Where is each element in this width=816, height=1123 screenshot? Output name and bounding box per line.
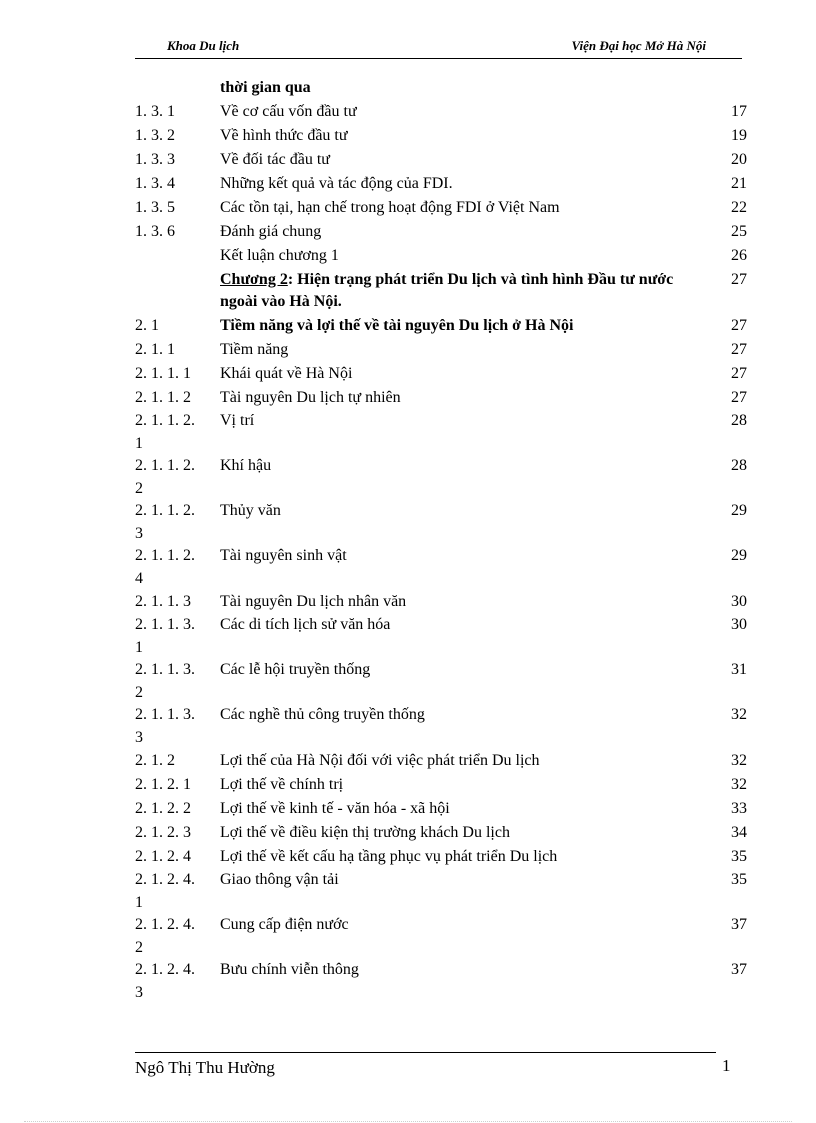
toc-entry-page: 28 [731,457,747,474]
toc-entry-number: 2. 1. 2. 1 [135,776,191,793]
toc-entry-number: 2. 1. 2. 3 [135,824,191,841]
toc-entry [135,500,747,545]
toc-entry [135,869,747,914]
toc-entry-number: 2. 1. 1. 2. [135,412,195,429]
toc-entry-title: Kết luận chương 1 [220,247,339,264]
toc-entry-page: 27 [731,317,747,334]
toc-entry-page: 32 [731,776,747,793]
toc-entry-page: 37 [731,916,747,933]
toc-entry-title: Về cơ cấu vốn đầu tư [220,103,357,120]
toc-entry-title: Các di tích lịch sử văn hóa [220,616,391,633]
toc-entry-title: Tài nguyên sinh vật [220,547,347,564]
footer-author: Ngô Thị Thu Hường [135,1058,275,1077]
toc-entry-number-continuation: 2 [135,939,143,956]
toc-entry-title: Đánh giá chung [220,223,322,240]
toc-entry-number: 2. 1. 1. 3. [135,661,195,678]
toc-entry-page: 27 [731,389,747,406]
toc-entry-number: 1. 3. 1 [135,103,175,120]
toc-entry-number: 2. 1. 1. 2. [135,457,195,474]
chapter-title: : Hiện trạng phát triển Du lịch và tình hình Đầu tư nước ngoài vào Hà Nội. [220,271,674,310]
toc-entry-number: 2. 1. 1. 2. [135,502,195,519]
toc-entry [135,614,747,659]
toc-entry-page: 35 [731,848,747,865]
toc-entry-number: 1. 3. 5 [135,199,175,216]
toc-entry-title: Về hình thức đầu tư [220,127,348,144]
toc-entry-page: 30 [731,616,747,633]
toc-entry-title: Vị trí [220,412,255,429]
toc-entry [135,914,747,959]
toc-entry-title: Tài nguyên Du lịch nhân văn [220,593,407,610]
toc-entry-page: 26 [731,247,747,264]
toc-entry [135,410,747,455]
toc-entry-number: 2. 1. 2. 4. [135,916,195,933]
toc-entry-title: Khái quát về Hà Nội [220,365,353,382]
toc-entry-title: Lợi thế về kinh tế - văn hóa - xã hội [220,800,450,817]
toc-entry-title: Lợi thế về chính trị [220,776,344,793]
toc-entry [135,76,747,100]
toc-entry-title: thời gian qua [220,79,311,96]
toc-entry-number: 2. 1. 2. 4 [135,848,191,865]
toc-entry-number-continuation: 1 [135,639,143,656]
toc-entry [135,244,747,268]
toc-entry-number: 2. 1. 1. 3. [135,616,195,633]
header-institute: Viện Đại học Mở Hà Nội [571,38,706,53]
toc-entry-title: Tiềm năng [220,341,289,358]
toc-entry-page: 32 [731,752,747,769]
toc-entry [135,196,747,220]
toc-entry [135,455,747,500]
toc-entry-title: Các tồn tại, hạn chế trong hoạt động FDI ở Việt Nam [220,199,560,216]
toc-entry-page: 37 [731,961,747,978]
toc-entry-page: 17 [731,103,747,120]
toc-entry-page: 19 [731,127,747,144]
toc-entry-title: Lợi thế về điều kiện thị trường khách Du lịch [220,824,510,841]
toc-entry-number: 2. 1. 1. 3 [135,593,191,610]
toc-entry-page: 29 [731,547,747,564]
toc-entry-number-continuation: 1 [135,894,143,911]
toc-entry-page: 32 [731,706,747,723]
toc-entry-title: Các lễ hội truyền thống [220,661,371,678]
toc-entry-number [135,269,220,313]
toc-entry [135,659,747,704]
toc-entry-title: Lợi thế của Hà Nội đối với việc phát triển Du lịch [220,752,540,769]
toc-entry-number-continuation: 2 [135,480,143,497]
toc-entry [135,959,747,1004]
toc-entry-title: Những kết quả và tác động của FDI. [220,175,453,192]
toc-entry [135,314,747,338]
toc-entry-title: Về đối tác đầu tư [220,151,330,168]
toc-entry [135,220,747,244]
toc-entry-page: 35 [731,871,747,888]
toc-entry [135,545,747,590]
toc-entry-number [135,244,220,268]
toc-entry-number-continuation: 1 [135,435,143,452]
toc-entry-number-continuation: 3 [135,729,143,746]
toc-entry-page: 30 [731,593,747,610]
toc-entry [135,172,747,196]
toc-entry-number: 2. 1 [135,317,159,334]
toc-entry [135,797,747,821]
page-header [135,38,742,58]
toc-entry-page [717,76,747,100]
toc-entry-page: 21 [731,175,747,192]
toc-entry-number: 2. 1. 2 [135,752,175,769]
table-of-contents [135,76,747,1004]
toc-entry [135,749,747,773]
toc-entry-number: 2. 1. 2. 2 [135,800,191,817]
toc-entry [135,269,747,313]
toc-entry-number-continuation: 4 [135,570,143,587]
toc-entry-title: Bưu chính viễn thông [220,961,359,978]
toc-entry-page: 33 [731,800,747,817]
toc-entry-title: Khí hậu [220,457,272,474]
toc-entry [135,362,747,386]
toc-entry-title [220,269,717,313]
toc-entry-page: 31 [731,661,747,678]
page-edge [24,1121,792,1122]
toc-entry-number-continuation: 2 [135,684,143,701]
header-faculty: Khoa Du lịch [167,38,240,53]
toc-entry-number-continuation: 3 [135,525,143,542]
toc-entry-number: 2. 1. 2. 4. [135,961,195,978]
toc-entry-title: Lợi thế về kết cấu hạ tầng phục vụ phát triển Du lịch [220,848,558,865]
chapter-label: Chương 2 [220,271,288,288]
toc-entry-number [135,76,220,100]
toc-entry-page: 27 [731,341,747,358]
toc-entry [135,590,747,614]
toc-entry [135,386,747,410]
footer-page-number: 1 [722,1056,731,1075]
toc-entry-title: Tài nguyên Du lịch tự nhiên [220,389,401,406]
toc-entry-title: Cung cấp điện nước [220,916,349,933]
toc-entry-number-continuation: 3 [135,984,143,1001]
toc-entry-page: 20 [731,151,747,168]
header-divider [135,58,742,59]
toc-entry-page: 27 [731,365,747,382]
toc-entry-number: 2. 1. 1. 2 [135,389,191,406]
toc-entry-title: Giao thông vận tải [220,871,339,888]
toc-entry [135,773,747,797]
toc-entry [135,100,747,124]
toc-entry [135,338,747,362]
toc-entry-page: 34 [731,824,747,841]
toc-entry-page: 25 [731,223,747,240]
toc-entry [135,845,747,869]
toc-entry-title: Thủy văn [220,502,281,519]
toc-entry-number: 1. 3. 3 [135,151,175,168]
toc-entry-page: 22 [731,199,747,216]
toc-entry [135,821,747,845]
toc-entry-number: 1. 3. 2 [135,127,175,144]
toc-entry-title: Các nghề thủ công truyền thống [220,706,425,723]
toc-entry-title: Tiềm năng và lợi thế về tài nguyên Du lịch ở Hà Nội [220,317,574,334]
toc-entry-number: 1. 3. 4 [135,175,175,192]
toc-entry-number: 2. 1. 2. 4. [135,871,195,888]
footer-divider [135,1052,716,1053]
toc-entry-page: 29 [731,502,747,519]
toc-entry [135,124,747,148]
toc-entry-number: 2. 1. 1. 3. [135,706,195,723]
toc-entry-number: 2. 1. 1. 2. [135,547,195,564]
toc-entry-number: 1. 3. 6 [135,223,175,240]
toc-entry-number: 2. 1. 1 [135,341,175,358]
toc-entry-page: 28 [731,412,747,429]
toc-entry-number: 2. 1. 1. 1 [135,365,191,382]
toc-entry-page: 27 [731,271,747,288]
toc-entry [135,704,747,749]
toc-entry [135,148,747,172]
